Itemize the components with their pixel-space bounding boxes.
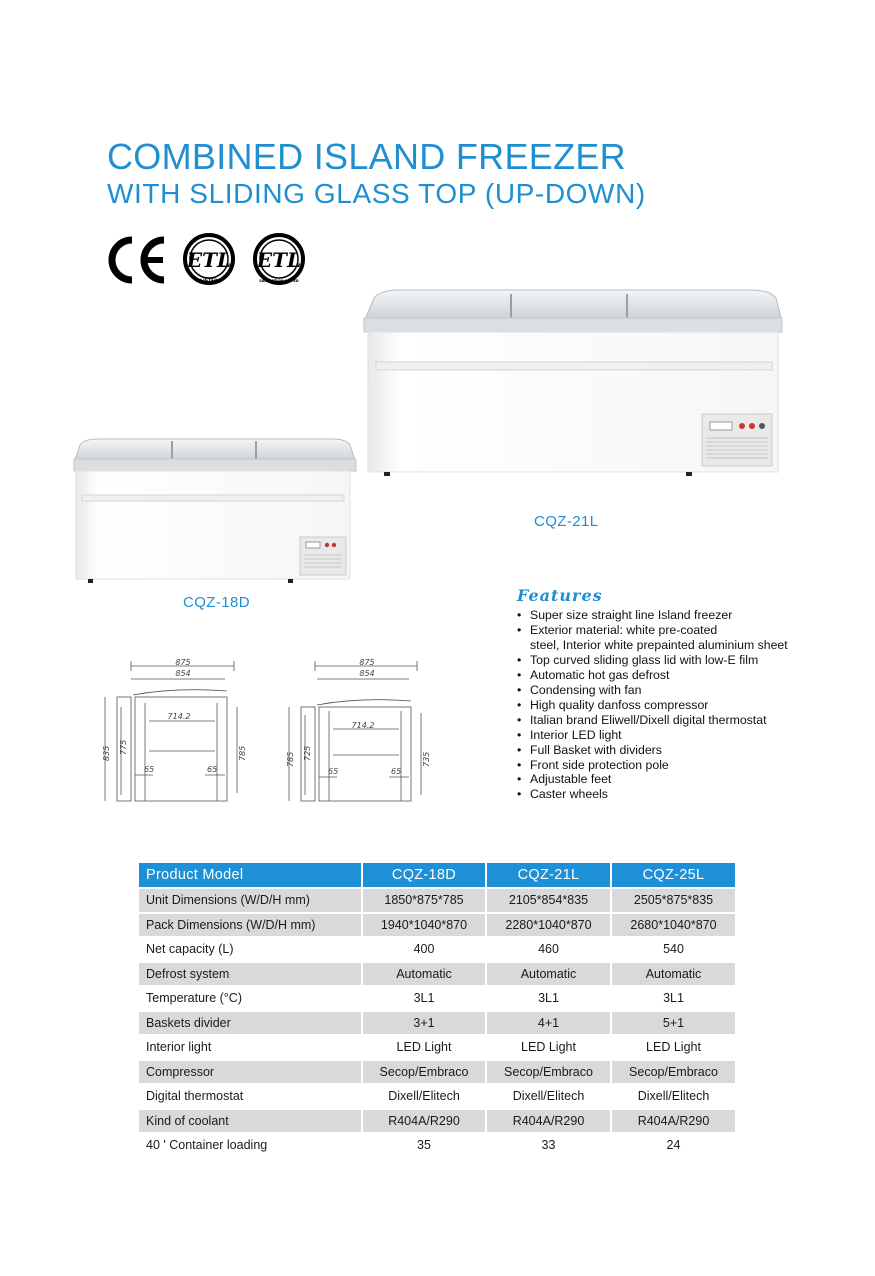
table-cell: 400 <box>361 938 485 961</box>
table-cell: Automatic <box>361 963 485 986</box>
etl-listed-icon <box>185 235 233 284</box>
table-cell: 2280*1040*870 <box>485 914 610 937</box>
dim-gap-right: 65 <box>207 765 218 774</box>
feature-item: • Interior LED light <box>516 728 816 743</box>
table-row <box>139 889 735 912</box>
table-cell: LED Light <box>610 1036 735 1059</box>
dim-overall-width: 875 <box>359 658 375 667</box>
table-cell: 1940*1040*870 <box>361 914 485 937</box>
dim-basket: 714.2 <box>167 712 191 721</box>
feature-item: • Caster wheels <box>516 787 816 802</box>
table-cell: 1850*875*785 <box>361 889 485 912</box>
row-label: Net capacity (L) <box>146 942 234 957</box>
etl-sanitation-text: SANITATION LISTED <box>259 279 299 283</box>
dim-height-outer: 785 <box>286 751 295 767</box>
dim-gap-right: 65 <box>391 767 402 776</box>
feature-item: • Condensing with fan <box>516 683 816 698</box>
row-label: 40 ' Container loading <box>146 1138 268 1153</box>
feature-item: • Exterior material: white pre-coated <box>516 623 816 638</box>
table-cell: 3L1 <box>361 987 485 1010</box>
feature-item-continuation: steel, Interior white prepainted aluminium sheet <box>530 637 788 652</box>
table-row <box>139 1110 735 1133</box>
etl-listed-text: LISTED <box>200 279 218 284</box>
feature-item: • Super size straight line Island freezer <box>516 608 816 623</box>
table-cell: 3L1 <box>610 987 735 1010</box>
table-cell: Dixell/Elitech <box>485 1085 610 1108</box>
column-header: CQZ-25L <box>610 863 735 887</box>
row-label: Defrost system <box>139 963 361 986</box>
spec-header-row <box>139 863 735 887</box>
table-row <box>139 1036 735 1059</box>
dim-inner-width: 854 <box>359 669 375 678</box>
feature-item: • High quality danfoss compressor <box>516 698 816 713</box>
table-cell: Dixell/Elitech <box>610 1085 735 1108</box>
feature-item: • Automatic hot gas defrost <box>516 668 816 683</box>
column-header: CQZ-18D <box>361 863 485 887</box>
table-cell: 5+1 <box>610 1012 735 1035</box>
dim-height-inner: 775 <box>119 739 128 755</box>
table-row <box>139 938 735 961</box>
technical-drawing-right <box>277 655 432 815</box>
dim-gap-left: 65 <box>328 767 339 776</box>
row-label: Digital thermostat <box>146 1089 244 1104</box>
row-label: Compressor <box>139 1061 361 1084</box>
dim-gap-left: 65 <box>144 765 155 774</box>
dim-height-outer: 835 <box>102 745 111 761</box>
table-cell: R404A/R290 <box>485 1110 610 1133</box>
feature-item: • Front side protection pole <box>516 758 816 773</box>
row-label: Interior light <box>146 1040 212 1055</box>
table-row <box>139 1085 735 1108</box>
feature-item: • Full Basket with dividers <box>516 743 816 758</box>
feature-item: • Top curved sliding glass lid with low-E film <box>516 653 816 668</box>
row-label: Pack Dimensions (W/D/H mm) <box>139 914 361 937</box>
etl-sanitation-icon <box>255 235 303 283</box>
table-cell: Automatic <box>610 963 735 986</box>
model-label-small: CQZ-18D <box>183 594 250 611</box>
table-cell: 460 <box>485 938 610 961</box>
row-label: Kind of coolant <box>139 1110 361 1133</box>
table-cell: 33 <box>485 1134 610 1157</box>
table-cell: 2505*875*835 <box>610 889 735 912</box>
table-row <box>139 1012 735 1035</box>
ce-mark-icon <box>112 240 164 280</box>
table-cell: LED Light <box>485 1036 610 1059</box>
freezer-small-image <box>72 437 358 585</box>
dim-inner-width: 854 <box>175 669 191 678</box>
page-subtitle: WITH SLIDING GLASS TOP (UP-DOWN) <box>107 178 646 209</box>
dim-height-side: 785 <box>238 745 247 761</box>
features-list <box>516 608 816 802</box>
table-cell: LED Light <box>361 1036 485 1059</box>
table-row <box>139 914 735 937</box>
technical-drawing-left <box>95 655 250 815</box>
table-cell: Automatic <box>485 963 610 986</box>
table-cell: Secop/Embraco <box>610 1061 735 1084</box>
row-label: Temperature (°C) <box>146 991 242 1006</box>
model-label-large: CQZ-21L <box>534 513 599 530</box>
table-cell: Secop/Embraco <box>485 1061 610 1084</box>
features-title: Features <box>517 586 603 605</box>
table-cell: R404A/R290 <box>361 1110 485 1133</box>
dim-height-inner: 725 <box>303 745 312 761</box>
table-cell: 24 <box>610 1134 735 1157</box>
feature-item: • Adjustable feet <box>516 772 816 787</box>
feature-item: • Italian brand Eliwell/Dixell digital thermostat <box>516 713 816 728</box>
table-row <box>139 963 735 986</box>
dim-basket: 714.2 <box>351 721 375 730</box>
etl-text: ETL <box>186 248 232 272</box>
table-cell: 2105*854*835 <box>485 889 610 912</box>
table-cell: Secop/Embraco <box>361 1061 485 1084</box>
row-label: Unit Dimensions (W/D/H mm) <box>139 889 361 912</box>
column-header: CQZ-21L <box>485 863 610 887</box>
page-title: COMBINED ISLAND FREEZER <box>107 136 626 177</box>
table-cell: 35 <box>361 1134 485 1157</box>
table-row <box>139 1134 735 1157</box>
table-cell: 2680*1040*870 <box>610 914 735 937</box>
freezer-large-image <box>360 288 785 478</box>
spec-table <box>139 861 735 1159</box>
certification-logos <box>107 232 317 288</box>
dim-height-side: 735 <box>422 751 431 767</box>
table-row <box>139 987 735 1010</box>
etl-text: ETL <box>256 248 302 272</box>
table-cell: 3L1 <box>485 987 610 1010</box>
row-label: Baskets divider <box>139 1012 361 1035</box>
table-cell: 540 <box>610 938 735 961</box>
column-header: Product Model <box>139 863 361 887</box>
table-cell: Dixell/Elitech <box>361 1085 485 1108</box>
table-row <box>139 1061 735 1084</box>
features-section <box>516 586 816 802</box>
table-cell: R404A/R290 <box>610 1110 735 1133</box>
table-cell: 4+1 <box>485 1012 610 1035</box>
table-cell: 3+1 <box>361 1012 485 1035</box>
dim-overall-width: 875 <box>175 658 191 667</box>
